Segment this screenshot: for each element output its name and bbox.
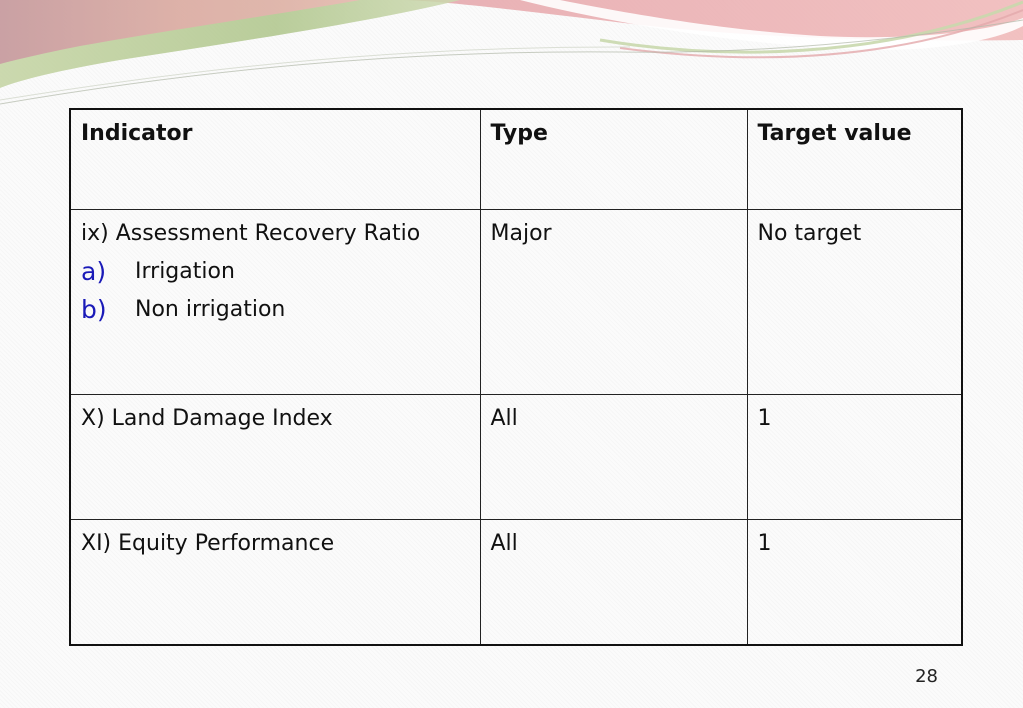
sub-list-item: [81, 291, 470, 329]
indicator-sub-list: [81, 253, 470, 329]
cell-indicator: XI) Equity Performance: [70, 520, 480, 645]
table-row: [70, 520, 962, 645]
cell-indicator: [70, 209, 480, 394]
table-row: [70, 395, 962, 520]
cell-type: All: [480, 395, 747, 520]
cell-type: All: [480, 520, 747, 645]
indicator-table: [69, 108, 963, 646]
sub-item-marker: a): [81, 256, 107, 286]
sub-item-text: Non irrigation: [135, 296, 286, 322]
cell-type: Major: [480, 209, 747, 394]
indicator-name: ix) Assessment Recovery Ratio: [81, 220, 421, 246]
sub-item-text: Irrigation: [135, 258, 235, 284]
header-indicator: Indicator: [70, 109, 480, 209]
header-target-value: Target value: [747, 109, 962, 209]
cell-target-value: 1: [747, 395, 962, 520]
table-header-row: [70, 109, 962, 209]
cell-indicator: X) Land Damage Index: [70, 395, 480, 520]
sub-item-marker: b): [81, 294, 107, 324]
sub-list-item: [81, 253, 470, 291]
cell-target-value: 1: [747, 520, 962, 645]
header-type: Type: [480, 109, 747, 209]
page-number: 28: [915, 666, 938, 687]
header-swoosh-decoration: [0, 0, 1023, 110]
table-row: [70, 209, 962, 394]
cell-target-value: No target: [747, 209, 962, 394]
